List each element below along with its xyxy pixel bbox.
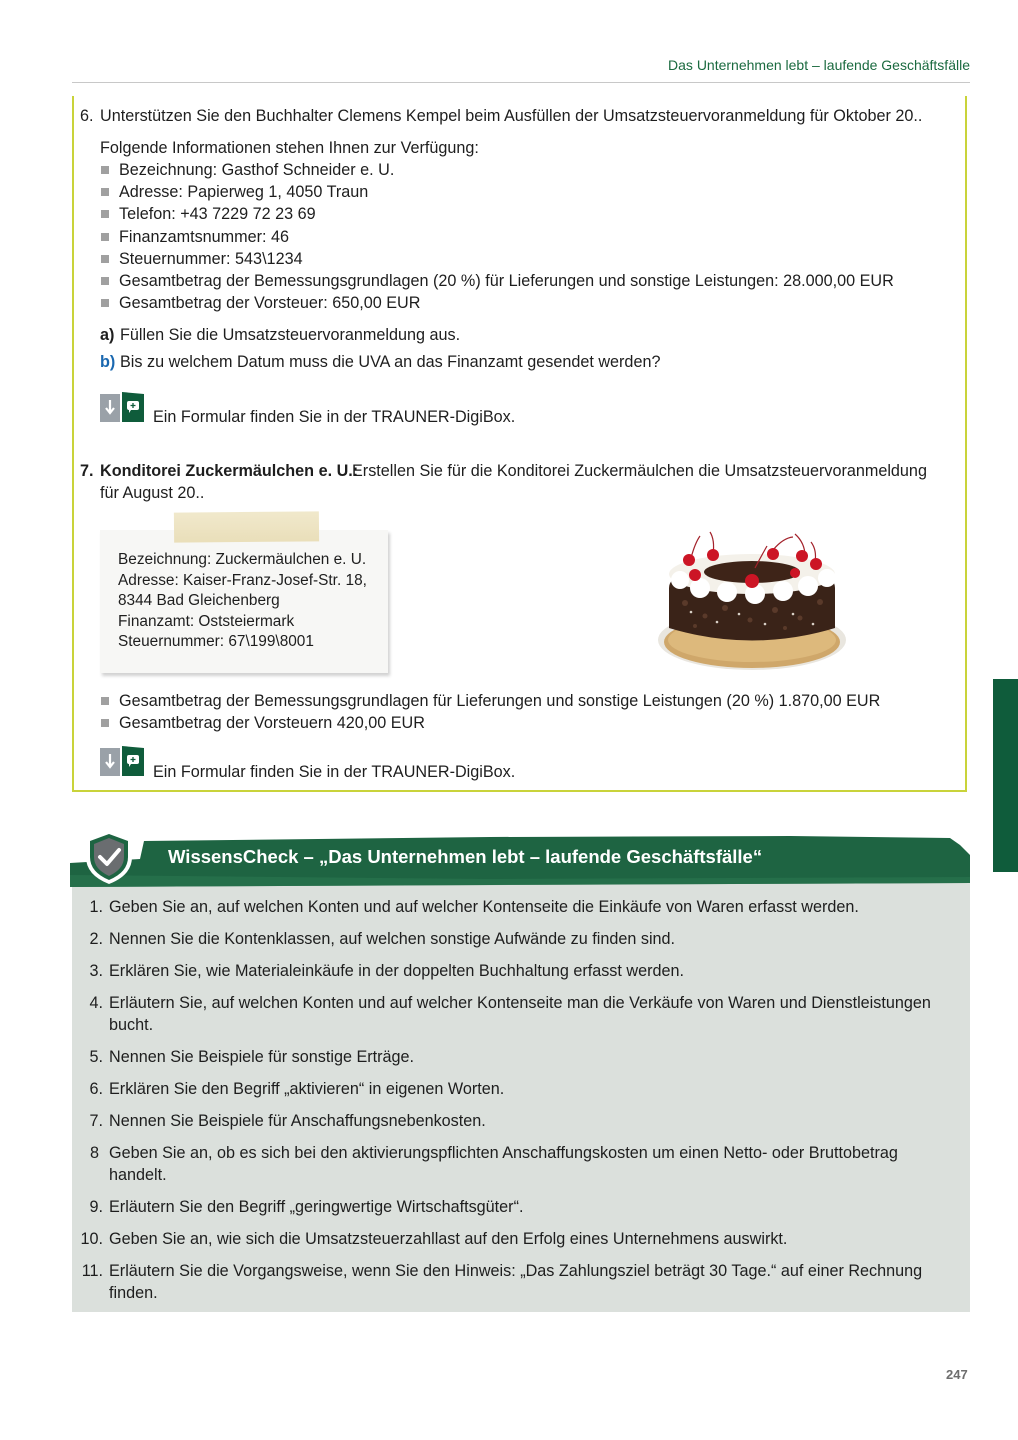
- bullet-icon: [101, 255, 109, 263]
- subtask-a-text: Füllen Sie die Umsatzsteuervoranmeldung aus.: [120, 326, 461, 344]
- tape-decoration: [174, 511, 319, 542]
- question-text: Erklären Sie den Begriff „aktivieren“ in eigenen Worten.: [109, 1080, 505, 1098]
- question-number: 9.: [89, 1198, 103, 1216]
- chapter-tab: [993, 679, 1018, 872]
- question-text: Erläutern Sie die Vorgangsweise, wenn Sie den Hinweis: „Das Zahlungsziel beträgt 30 Tage.“ auf einer Rechnung finden.: [109, 1262, 923, 1302]
- note-line: Steuernummer: 67\199\8001: [118, 633, 314, 650]
- bullet-icon: [101, 277, 109, 285]
- subtask-a-label: a): [100, 326, 115, 344]
- task6-prompt: Unterstützen Sie den Buchhalter Clemens Kempel beim Ausfüllen der Umsatzsteuervoranmeldung für Oktober 20..: [100, 107, 923, 125]
- question-number: 6.: [89, 1080, 103, 1098]
- subtask-b-text: Bis zu welchem Datum muss die UVA an das Finanzamt gesendet werden?: [120, 353, 661, 371]
- shield-check-icon: [84, 829, 134, 885]
- question-text: Nennen Sie Beispiele für Anschaffungsnebenkosten.: [109, 1112, 486, 1130]
- question-text: Erläutern Sie, auf welchen Konten und auf welcher Kontenseite man die Verkäufe von Waren und Dienstleistungen bucht.: [109, 994, 931, 1034]
- question-text: Nennen Sie die Kontenklassen, auf welchen sonstige Aufwände zu finden sind.: [109, 930, 676, 948]
- task7-item: Gesamtbetrag der Vorsteuern 420,00 EUR: [119, 714, 425, 732]
- question-text: Geben Sie an, wie sich die Umsatzsteuerzahllast auf den Erfolg eines Unternehmens auswirkt.: [109, 1230, 788, 1248]
- question-number: 8: [89, 1144, 99, 1162]
- page-number: 247: [946, 1367, 968, 1382]
- question-text: Erläutern Sie den Begriff „geringwertige Wirtschaftsgüter“.: [109, 1198, 524, 1216]
- question-number: 7.: [89, 1112, 103, 1130]
- question-number: 4.: [89, 994, 103, 1012]
- question-text: Geben Sie an, auf welchen Konten und auf welcher Kontenseite die Einkäufe von Waren erfasst werden.: [109, 898, 859, 916]
- download-digibox-icon[interactable]: [100, 746, 144, 776]
- question-number: 2.: [89, 930, 103, 948]
- task6-item: Gesamtbetrag der Bemessungsgrundlagen (20 %) für Lieferungen und sonstige Leistungen: 28.000,00 EUR: [119, 272, 894, 290]
- digibox-note: Ein Formular finden Sie in der TRAUNER-DigiBox.: [153, 408, 516, 426]
- note-line: 8344 Bad Gleichenberg: [118, 592, 280, 609]
- bullet-icon: [101, 166, 109, 174]
- question-number: 5.: [89, 1048, 103, 1066]
- task7-item: Gesamtbetrag der Bemessungsgrundlagen für Lieferungen und sonstige Leistungen (20 %) 1.870,00 EUR: [119, 692, 881, 710]
- task7-prompt-cont: für August 20..: [100, 484, 205, 502]
- task6-intro: Folgende Informationen stehen Ihnen zur Verfügung:: [100, 139, 479, 157]
- note-line: Adresse: Kaiser-Franz-Josef-Str. 18,: [118, 572, 367, 589]
- subtask-b-label: b): [100, 353, 116, 371]
- task6-item: Adresse: Papierweg 1, 4050 Traun: [119, 183, 369, 201]
- bullet-icon: [101, 188, 109, 196]
- task7-title: Konditorei Zuckermäulchen e. U.:: [100, 462, 359, 480]
- bullet-icon: [101, 299, 109, 307]
- bullet-icon: [101, 697, 109, 705]
- task7-prompt: Erstellen Sie für die Konditorei Zuckermäulchen die Umsatzsteuervoranmeldung: [352, 462, 927, 480]
- question-text: Erklären Sie, wie Materialeinkäufe in der doppelten Buchhaltung erfasst werden.: [109, 962, 684, 980]
- bullet-icon: [101, 233, 109, 241]
- bullet-icon: [101, 719, 109, 727]
- question-number: 10.: [80, 1230, 103, 1248]
- note-line: Bezeichnung: Zuckermäulchen e. U.: [118, 551, 367, 568]
- header-divider: [72, 82, 970, 83]
- running-header: Das Unternehmen lebt – laufende Geschäftsfälle: [668, 57, 970, 73]
- task6-item: Gesamtbetrag der Vorsteuer: 650,00 EUR: [119, 294, 421, 312]
- black-forest-cake-image: [655, 528, 850, 673]
- wissenscheck-title: WissensCheck – „Das Unternehmen lebt – laufende Geschäftsfälle“: [168, 846, 763, 867]
- task6-number: 6.: [80, 107, 94, 125]
- note-line: Finanzamt: Oststeiermark: [118, 613, 295, 630]
- task6-item: Finanzamtsnummer: 46: [119, 228, 290, 246]
- task7-number: 7.: [80, 462, 94, 480]
- digibox-note: Ein Formular finden Sie in der TRAUNER-DigiBox.: [153, 763, 516, 781]
- question-number: 11.: [81, 1262, 103, 1280]
- question-text: Nennen Sie Beispiele für sonstige Erträge.: [109, 1048, 415, 1066]
- download-digibox-icon[interactable]: [100, 392, 144, 422]
- question-number: 3.: [89, 962, 103, 980]
- task6-item: Telefon: +43 7229 72 23 69: [119, 205, 316, 223]
- bullet-icon: [101, 210, 109, 218]
- task6-item: Steuernummer: 543\1234: [119, 250, 303, 268]
- task6-item: Bezeichnung: Gasthof Schneider e. U.: [119, 161, 395, 179]
- question-number: 1.: [89, 898, 103, 916]
- question-text: Geben Sie an, ob es sich bei den aktivierungspflichten Anschaffungskosten um einen Netto- oder Bruttobetrag handelt.: [109, 1144, 898, 1184]
